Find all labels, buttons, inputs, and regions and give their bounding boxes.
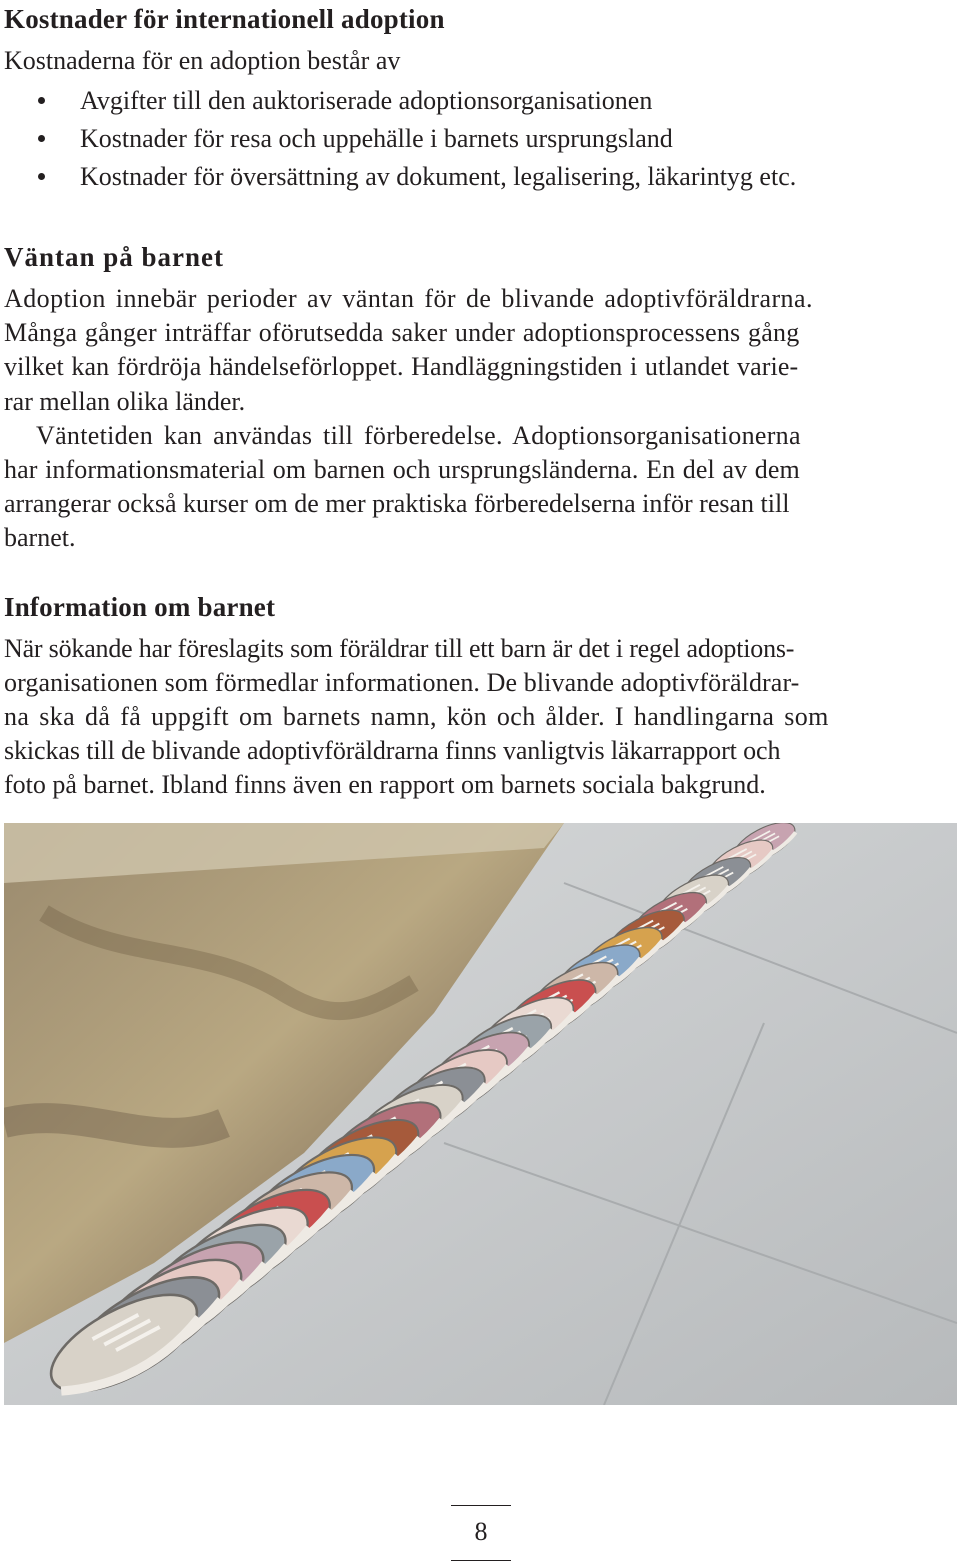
information-paragraph: [4, 632, 955, 802]
page-number: 8: [474, 1517, 488, 1546]
waiting-paragraph: [4, 282, 955, 556]
heading-costs: Kostnader för internationell adoption: [4, 4, 445, 34]
costs-intro: Kostnaderna för en adoption består av: [4, 46, 401, 75]
text-line: Många gånger inträffar oförutsedda saker under adoptionsprocessens gång: [4, 318, 800, 348]
text-line: na ska då få uppgift om barnets namn, kön och ålder. I handlingarna som: [4, 702, 829, 731]
list-item: Kostnader för resa och uppehälle i barnets ursprungsland: [4, 120, 796, 158]
text-line: Väntetiden kan användas till förberedelse. Adoptionsorganisationerna: [36, 420, 801, 450]
text-line: foto på barnet. Ibland finns även en rapport om barnets sociala bakgrund.: [4, 770, 766, 799]
text-line: har informationsmaterial om barnen och ursprungsländerna. En del av dem: [4, 455, 800, 485]
bullet-icon: [38, 135, 45, 142]
bullet-icon: [38, 97, 45, 104]
photo-shoes-row: [4, 823, 957, 1405]
text-line: Adoption innebär perioder av väntan för de blivande adoptivföräldrarna.: [4, 284, 813, 313]
text-line: barnet.: [4, 523, 76, 553]
text-line: skickas till de blivande adoptivföräldrarna finns vanligtvis läkarrapport och: [4, 736, 781, 765]
text-line: organisationen som förmedlar informationen. De blivande adoptivföräldrar-: [4, 668, 800, 697]
text-line: När sökande har föreslagits som föräldrar till ett barn är det i regel adoptions-: [4, 634, 795, 663]
page-footer: [451, 1505, 511, 1561]
bullet-icon: [38, 173, 45, 180]
divider: [451, 1505, 511, 1506]
list-item: Kostnader för översättning av dokument, legalisering, läkarintyg etc.: [4, 158, 796, 196]
costs-list: [4, 82, 796, 196]
text-line: vilket kan fördröja händelseförloppet. Handläggningstiden i utlandet varie-: [4, 352, 799, 382]
heading-information: Information om barnet: [4, 592, 276, 622]
shoes-illustration: [4, 823, 957, 1405]
wall-stain: [4, 1118, 224, 1133]
text-line: rar mellan olika länder.: [4, 386, 246, 416]
list-item: Avgifter till den auktoriserade adoptionsorganisationen: [4, 82, 796, 120]
text-line: arrangerar också kurser om de mer praktiska förberedelserna inför resan till: [4, 489, 790, 519]
heading-waiting: Väntan på barnet: [4, 242, 225, 272]
divider: [451, 1560, 511, 1561]
